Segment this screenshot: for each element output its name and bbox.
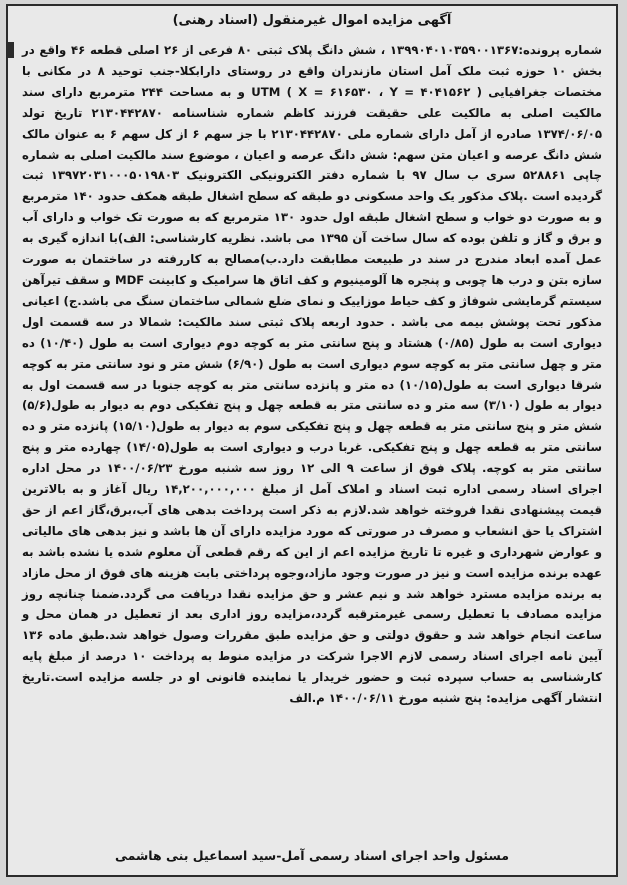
column-marker: [8, 42, 14, 58]
notice-panel: [6, 4, 618, 877]
notice-body: شماره پرونده:۱۳۹۹۰۴۰۱۰۳۵۹۰۰۱۳۶۷ ، شش دانگ پلاک ثبتی ۸۰ فرعی از ۲۶ اصلی قطعه ۴۶ واقع در بخش ۱۰ حوزه ثبت ملک آمل استان مازندران واقع در روستای دارابکلا-جنب توحید ۸ در مکانی با مختصات جغرافیایی ( X = ۶۱۶۵۳۰ ، Y = ۴۰۴۱۵۶۲ ) UTM و به مساحت ۲۴۴ مترمربع دارای سند مالکیت اصلی به مالکیت علی حقیقت فرزند کاظم شماره شناسنامه ۲۱۳۰۴۴۲۸۷۰ تاریخ تولد ۱۳۷۴/۰۶/۰۵ صادره از آمل دارای شماره ملی ۲۱۳۰۴۴۲۸۷۰ با جز سهم ۶ از کل سهم ۶ به عنوان مالک شش دانگ عرصه و اعیان متن سهم: شش دانگ عرصه و اعیان ، موضوع سند مالکیت اصلی به شماره چاپی ۵۲۸۸۶۱ سری ب سال ۹۷ با شماره دفتر الکترونیکی الکترونیک ۱۳۹۷۲۰۳۱۰۰۰۵۰۱۹۸۰۳ ثبت گردیده است .پلاک مذکور یک واحد مسکونی دو طبقه که سطح اشغال طبقه همکف حدود ۱۴۰ مترمربع و به صورت دو خواب و سطح اشغال طبقه اول حدود ۱۳۰ مترمربع که به صورت تک خواب و دارای آب و برق و گاز و تلفن بوده که سال ساخت آن ۱۳۹۵ می باشد. نظریه کارشناسی: الف)با اندازه گیری به عمل آمده ابعاد مندرج در سند در طبیعت مطابقت دارد.ب)مصالح به کاررفته در ساختمان به صورت سازه بتن و درب ها چوبی و پنجره ها آلومینیوم و کف اتاق ها سرامیک و کابینت MDF و سقف تیرآهن سیستم گرمایشی شوفاژ و کف حیاط موزاییک و نمای ضلع شمالی ساختمان سنگ می باشد.ج) اعیانی مذکور تحت پوشش بیمه می باشد . حدود اربعه پلاک ثبتی سند مالکیت: شمالا در سه قسمت اول دیواری است به طول (۰/۸۵) هشتاد و پنج سانتی متر به کوچه دوم دیواری است به طول (۱۰/۴۰) ده متر و چهل سانتی متر به کوچه سوم دیواری است به طول (۶/۹۰) شش متر و نود سانتی متر به کوچه شرقا دیواری است به طول(۱۰/۱۵) ده متر و پانزده سانتی متر به کوچه جنوبا در سه قسمت اول به دیوار به طول (۳/۱۰) سه متر و ده سانتی متر به قطعه چهل و پنج تفکیکی دوم به دیوار به طول(۵/۶) شش متر و پنج سانتی متر به قطعه چهل و پنج تفکیکی سوم به دیوار به طول(۱۵/۱۰) پانزده متر و ده سانتی متر به قطعه چهل و پنج تفکیکی. غربا درب و دیواری است به طول(۱۴/۰۵) چهارده متر و پنج سانتی متر به کوچه. پلاک فوق از ساعت ۹ الی ۱۲ روز سه شنبه مورخ ۱۴۰۰/۰۶/۲۳ در محل اداره اجرای اسناد رسمی اداره ثبت اسناد و املاک آمل از مبلغ ۱۴,۲۰۰,۰۰۰,۰۰۰ ریال آغاز و به بالاترین قیمت پیشنهادی نقدا فروخته خواهد شد.لازم به ذکر است پرداخت بدهی های آب،برق،گاز اعم از حق اشتراک یا حق انشعاب و مصرف در صورتی که مورد مزایده دارای آن ها باشد و نیز بدهی های مالیاتی و عوارض شهرداری و غیره تا تاریخ مزایده اعم از این که رقم قطعی آن معلوم شده یا نشده باشد به عهده برنده مزایده است و نیز در صورت وجود مازاد،وجوه پرداختی بابت هزینه های فوق از محل مازاد به برنده مزایده مسترد خواهد شد و نیم عشر و حق مزایده نقدا دریافت می گردد.ضمنا چنانچه روز مزایده مصادف با تعطیل رسمی غیرمترقبه گردد،مزایده روز اداری بعد از تعطیل در همان محل و ساعت انجام خواهد شد و حقوق دولتی و حق مزایده طبق مقررات وصول خواهد شد.طبق ماده ۱۳۶ آیین نامه اجرای اسناد رسمی لازم الاجرا شرکت در مزایده منوط به پرداخت ۱۰ درصد از مبلغ پایه کارشناسی به حساب سپرده ثبت و حضور خریدار یا نماینده قانونی او در جلسه مزایده است.تاریخ انتشار آگهی مزایده: پنج شنبه مورخ ۱۴۰۰/۰۶/۱۱ م.الف: [22, 43, 603, 706]
notice-title: آگهی مزایده اموال غیرمنقول (اسناد رهنی): [172, 13, 452, 28]
notice-signature: مسئول واحد اجرای اسناد رسمی آمل-سید اسماعیل بنی هاشمی: [114, 848, 509, 863]
